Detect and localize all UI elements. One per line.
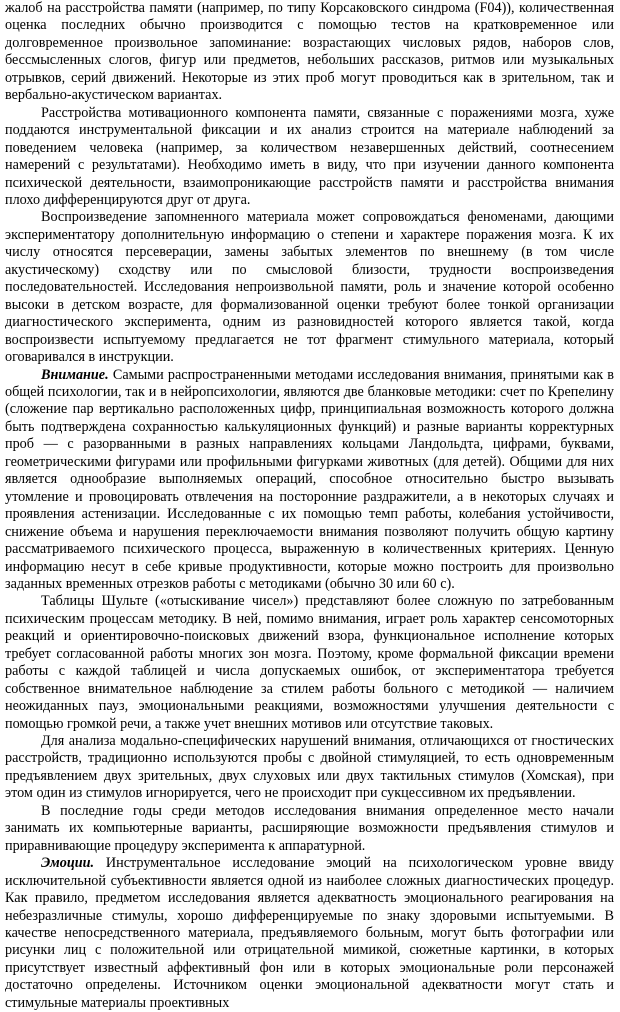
paragraph-schulte-tables (5, 593, 614, 733)
paragraph-text: Расстройства мотивационного компонента памяти, связанные с поражениями мозга, хуже поддаются инструментальной фиксации и их анализ строится на материале наблюдений за поведением человека (например, за количеством незавершенных действий, соотнесением намерений с результатами). Необходимо иметь в виду, что при изучении данного компонента психической деятельности, взаимопроникающие расстройств памяти и расстройства внимания плохо дифференцируются друг от друга. (5, 104, 614, 208)
paragraph-emotions (5, 855, 614, 1012)
paragraph-double-stimulation (5, 733, 614, 803)
paragraph-text: Инструментальное исследование эмоций на психологическом уровне ввиду исключительной субъективности является одной из наиболее сложных диагностических процедур. Как правило, предметом исследования является адекватность эмоционального реагирования на небезразличные стимулы, хорошо дифференцируемые по знаку здоровыми испытуемыми. В качестве непосредственного материала, предъявляемого больным, могут быть фотографии или рисунки лиц с положительной или отрицательной мимикой, сюжетные картинки, в которых присутствует известный аффективный фон или в которых эмоциональные роли персонажей достаточно определены. Источником оценки эмоциональной адекватности могут стать и стимульные материалы проективных (5, 855, 614, 1011)
paragraph-motivational-memory (5, 105, 614, 210)
section-heading-emotions: Эмоции. (41, 855, 95, 872)
paragraph-text: В последние годы среди методов исследования внимания определенное место начали занимать их компьютерные варианты, расширяющие возможности предъявления стимулов и приравнивающие процедуру эксперимента к аппаратурной. (5, 802, 614, 854)
paragraph-attention (5, 367, 614, 594)
paragraph-text: Таблицы Шульте («отыскивание чисел») представляют более сложную по затребованным психическим процессам методику. В ней, помимо внимания, играет роль характер сенсомоторных реакций и ориентировочно-поисковых движений взора, функциональное исполнение которых требует согласованной работы многих зон мозга. Поэтому, кроме формальной фиксации времени работы с каждой таблицей и числа допускаемых ошибок, от экспериментатора требуется собственное внимательное наблюдение за стилем работы больного с методикой — наличием неожиданных пауз, эмоциональными реакциями, возможностями улучшения деятельности с помощью громкой речи, а также учет внешних мотивов или отсутствие таковых. (5, 593, 614, 732)
paragraph-computer-methods (5, 803, 614, 855)
paragraph-text: Воспроизведение запомненного материала может сопровождаться феноменами, дающими экспериментатору дополнительную информацию о степени и характере поражения мозга. К их числу относятся персеверации, замены забытых элементов по внешнему (в том числе акустическому) сходству или по смысловой близости, трудности воспроизведения последовательностей. Исследования непроизвольной памяти, роль и значение которой особенно высоки в детском возрасте, для формализованной оценки требуют более тонкой организации диагностического эксперимента, одним из разновидностей которого является такой, когда воспроизвести испытуемому предлагается не тот фрагмент стимульного материала, который оговаривался в инструкции. (5, 209, 614, 366)
paragraph-text: жалоб на расстройства памяти (например, по типу Корсаковского синдрома (F04)), количественная оценка последних обычно производится с помощью тестов на кратковременное или долговременное произвольное запоминание: возрастающих числовых рядов, наборов слов, бессмысленных слогов, фигур или предметов, небольших рассказов, ритмов или музыкальных отрывков, серий движений. Некоторые из этих проб могут проводиться как в зрительном, так и вербально-акустическом вариантах. (5, 0, 614, 104)
paragraph-reproduction (5, 209, 614, 366)
section-heading-attention: Внимание. (41, 366, 109, 383)
paragraph-memory-tests (5, 0, 614, 105)
paragraph-text: Для анализа модально-специфических нарушений внимания, отличающихся от гностических расстройств, традиционно используются пробы с двойной стимуляцией, то есть одновременным предъявлением двух зрительных, двух слуховых или двух тактильных стимулов (Хомская), при этом один из стимулов игнорируется, чего не происходит при сукцессивном их предъявлении. (5, 733, 614, 802)
paragraph-text: Самыми распространенными методами исследования внимания, принятыми как в общей психологии, так и в нейропсихологии, являются две бланковые методики: счет по Крепелину (сложение пар вертикально расположенных цифр, принципиальная возможность которого должна быть подтверждена сохранностью калькуляционных функций) и разные варианты корректурных проб — с разорванными в разных направлениях кольцами Ландольдта, цифрами, буквами, геометрическими фигурами или профильными фигурками животных (для детей). Общими для них является однообразие выполняемых операций, способное относительно быстро вызывать утомление и провоцировать отвлечения на посторонние раздражители, а в некоторых случаях и проявления астенизации. Исследованные с их помощью темп работы, колебания устойчивости, снижение объема и нарушения переключаемости внимания позволяют получить общую картину рассматриваемого психического процесса, выраженную в количественных критериях. Ценную информацию несут в себе кривые продуктивности, которые можно построить для произвольно заданных временных отрезков работы с методиками (обычно 30 или 60 с). (5, 366, 614, 592)
